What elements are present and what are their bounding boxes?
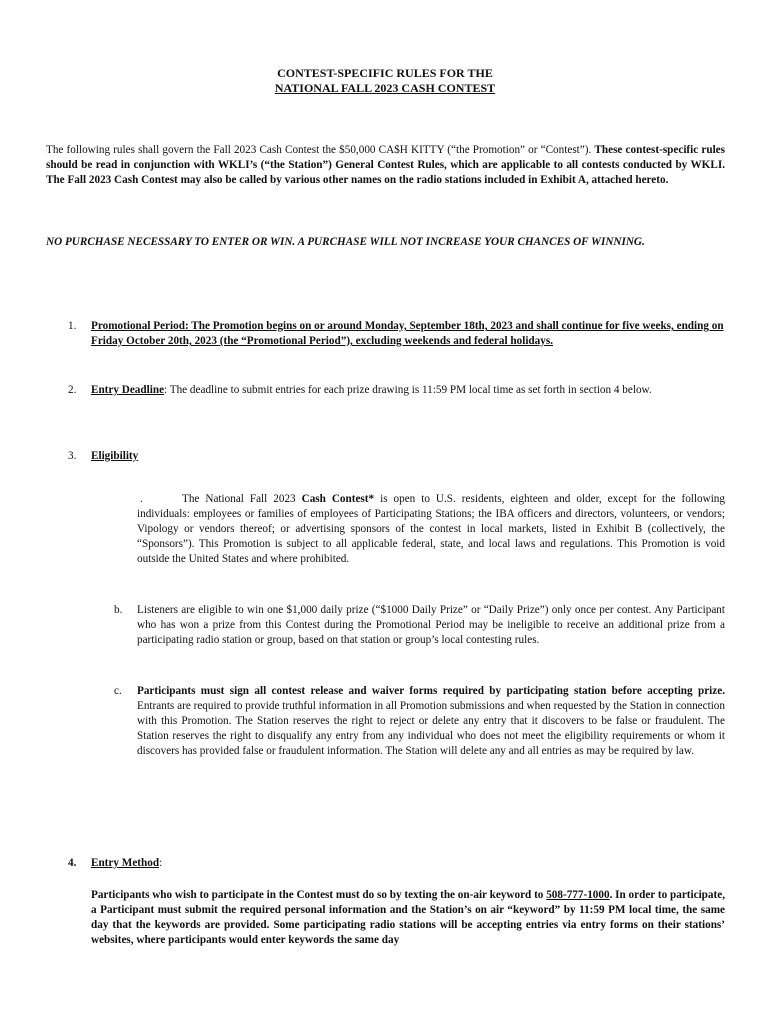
section-4-entry-method-paragraph: [91, 888, 725, 948]
section-3a-contest-name: Cash Contest*: [301, 493, 375, 505]
section-4-colon: :: [159, 857, 163, 869]
section-1-number: 1.: [68, 320, 77, 332]
section-4-heading-line: [91, 856, 162, 871]
section-4-heading: Entry Method: [91, 857, 160, 869]
section-2-number: 2.: [68, 384, 77, 396]
item-a-marker: .: [140, 493, 143, 505]
section-4-text-post: . In order to participate, a Participant must submit the required personal information and the Station’s on air “keyword” by 11:59 PM local time, the same day that the keywords are provided. Some participating radio stations will be accepting entries via entry forms on their stations’ websites, where participants would enter keywords the same day: [91, 889, 725, 946]
document-title: [0, 66, 770, 96]
section-3-number: 3.: [68, 450, 77, 462]
section-3a-paragraph: [137, 492, 725, 567]
title-line-1: CONTEST-SPECIFIC RULES FOR THE: [277, 66, 493, 80]
section-4-phone-number: 508-777-1000: [546, 889, 610, 901]
section-3-heading: Eligibility: [91, 450, 139, 462]
section-2-text: : The deadline to submit entries for each prize drawing is 11:59 PM local time as set forth in section 4 below.: [164, 384, 652, 396]
item-c-marker: c.: [114, 685, 122, 697]
section-3c-paragraph: [137, 684, 725, 759]
intro-plain-text: The following rules shall govern the Fall 2023 Cash Contest the $50,000 CA$H KITTY (“the Promotion” or “Contest”).: [46, 144, 595, 156]
section-3a-text: is open to U.S. residents, eighteen and older, except for the following individuals: employees or families of employees of Participating Stations; the IBA officers and directors, volunteers, or vendors; Vipology or vendors thereof; or advertising sponsors of the contest in local markets, listed in Exhibit B (collectively, the “Sponsors”). This Promotion is subject to all applicable federal, state, and local laws and regulations. This Promotion is void outside the United States and where prohibited.: [137, 493, 725, 565]
section-4-number: 4.: [68, 857, 77, 869]
no-purchase-disclaimer: NO PURCHASE NECESSARY TO ENTER OR WIN. A PURCHASE WILL NOT INCREASE YOUR CHANCES OF WINNING.: [46, 236, 645, 248]
section-1-promotional-period: Promotional Period: The Promotion begins on or around Monday, September 18th, 2023 and shall continue for five weeks, ending on Friday October 20th, 2023 (the “Promotional Period”), excluding weekends and federal holidays.: [91, 320, 724, 347]
section-3a-pre: The National Fall 2023: [182, 493, 302, 505]
section-2-entry-deadline: [91, 383, 725, 398]
section-4-text-pre: Participants who wish to participate in the Contest must do so by texting the on-air keyword to: [91, 889, 547, 901]
title-line-2: NATIONAL FALL 2023 CASH CONTEST: [274, 81, 496, 95]
section-3c-text: Entrants are required to provide truthful information in all Promotion submissions and when requested by the Station in connection with this Promotion. The Station reserves the right to reject or delete any entry that it discovers to be false or fraudulent. The Station reserves the right to disqualify any entry from any individual who does not meet the eligibility requirements or whom it discovers has provided false or fraudulent information. The Station will delete any and all entries as may be required by law.: [137, 700, 725, 757]
section-2-heading: Entry Deadline: [91, 384, 165, 396]
intro-paragraph: [46, 143, 725, 188]
section-3b-paragraph: Listeners are eligible to win one $1,000 daily prize (“$1000 Daily Prize” or “Daily Prize”) only once per contest. Any Participant who has won a prize from this Contest during the Promotional Period may be ineligible to receive an additional prize from a participating radio station or group, based on that station or group’s local contesting rules.: [137, 604, 725, 646]
section-3c-bold: Participants must sign all contest release and waiver forms required by participating station before accepting prize.: [137, 685, 725, 697]
item-b-marker: b.: [114, 604, 123, 616]
intro-bold-text: These contest-specific rules should be read in conjunction with WKLI’s (“the Station”) General Contest Rules, which are applicable to all contests conducted by WKLI. The Fall 2023 Cash Contest may also be called by various other names on the radio stations included in Exhibit A, attached hereto.: [46, 144, 725, 186]
